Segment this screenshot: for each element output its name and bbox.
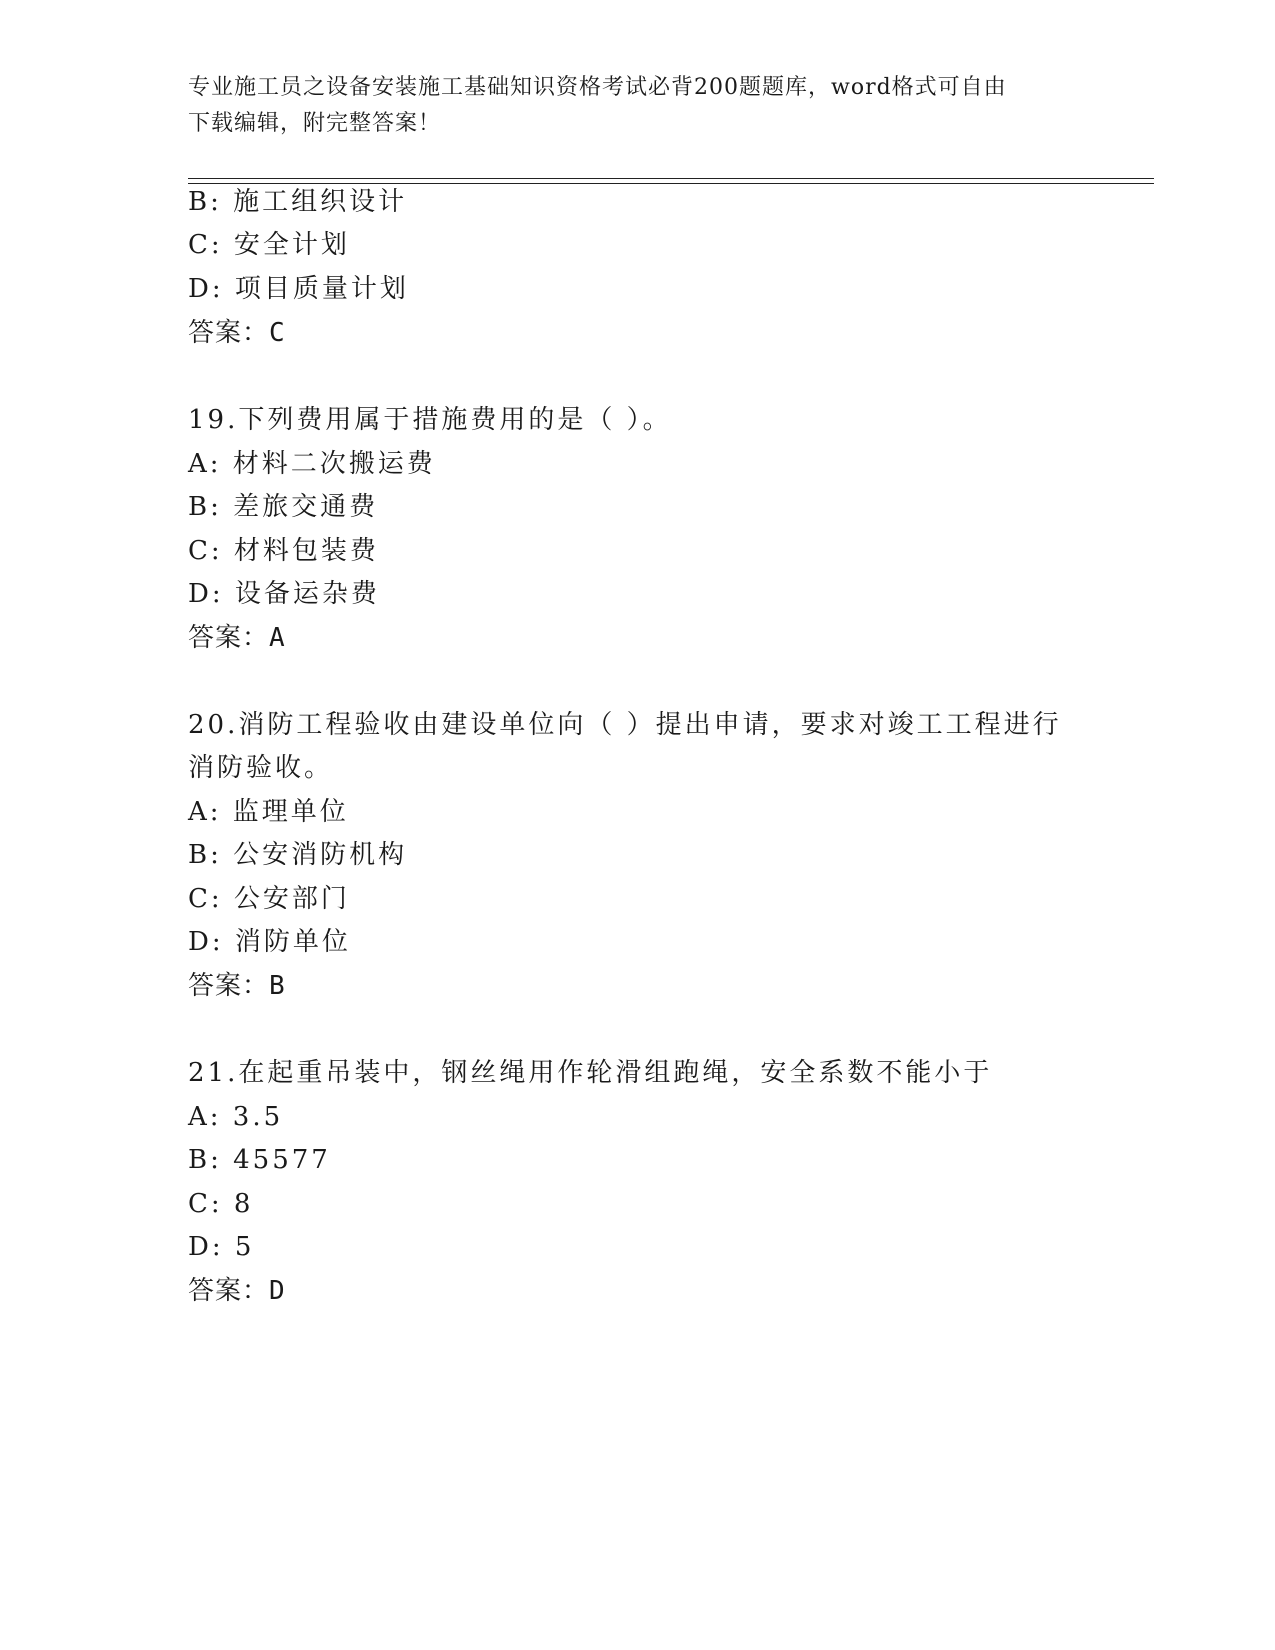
q20-question-line-2: 消防验收。 xyxy=(188,753,334,783)
q20-option-b: B: 公安消防机构 xyxy=(188,840,408,870)
q21-answer: 答案：D xyxy=(188,1276,286,1306)
q20-answer: 答案：B xyxy=(188,971,286,1001)
header-title-line-1: 专业施工员之设备安装施工基础知识资格考试必背200题题库，word格式可自由 xyxy=(188,75,1007,100)
q19-option-c: C: 材料包装费 xyxy=(188,536,379,566)
document-header xyxy=(188,70,1068,142)
q21-option-c: C: 8 xyxy=(188,1189,254,1219)
q19-option-d: D: 设备运杂费 xyxy=(188,579,380,609)
header-title-line-2: 下载编辑，附完整答案！ xyxy=(188,111,442,136)
q21-option-a: A: 3.5 xyxy=(188,1102,284,1132)
q19-answer: 答案：A xyxy=(188,623,286,653)
q21-option-d: D: 5 xyxy=(188,1232,255,1262)
q21-question: 21.在起重吊装中，钢丝绳用作轮滑组跑绳，安全系数不能小于 xyxy=(188,1058,993,1088)
q19-option-a: A: 材料二次搬运费 xyxy=(188,449,436,479)
q21-option-b: B: 45577 xyxy=(188,1145,331,1175)
q20-option-a: A: 监理单位 xyxy=(188,797,349,827)
header-divider-bottom xyxy=(188,183,1154,184)
q18-option-b: B: 施工组织设计 xyxy=(188,187,408,217)
header-divider-top xyxy=(188,178,1154,179)
q18-option-c: C: 安全计划 xyxy=(188,230,350,260)
q20-option-c: C: 公安部门 xyxy=(188,884,350,914)
q19-question: 19.下列费用属于措施费用的是（ ）。 xyxy=(188,405,672,435)
q20-question-line-1: 20.消防工程验收由建设单位向（ ）提出申请，要求对竣工工程进行 xyxy=(188,710,1062,740)
q20-option-d: D: 消防单位 xyxy=(188,927,351,957)
q19-option-b: B: 差旅交通费 xyxy=(188,492,379,522)
q18-answer: 答案：C xyxy=(188,318,286,348)
q18-option-d: D: 项目质量计划 xyxy=(188,274,409,304)
